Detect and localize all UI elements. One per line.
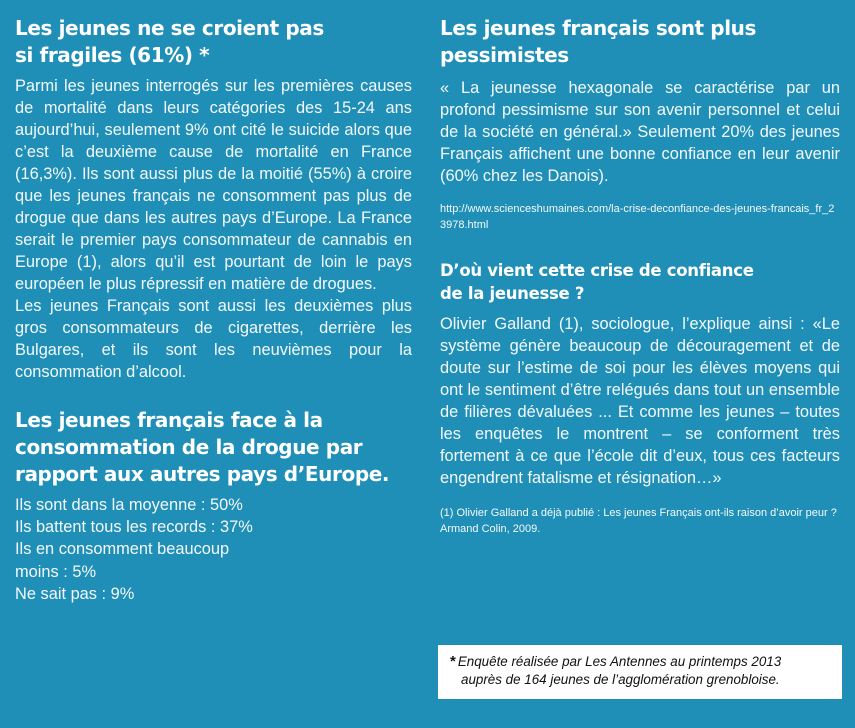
stat-item: Ne sait pas : 9% xyxy=(15,584,135,603)
paragraph-galland: Olivier Galland (1), sociologue, l’explique ainsi : «Le système génère beaucoup de découragement et de doute sur l’estime de soi pour les élèves moyens qui ont le sentiment d’être relégués dans tout un ensemble de filières dévaluées ... Et comme les jeunes – toutes les enquêtes le montrent – se conforment très fortement à ce que l’école dit d’eux, tous ces facteurs engendrent fatalisme et résignation…» xyxy=(440,315,840,487)
section-title-pessimistes xyxy=(440,15,840,69)
title-line: rapport aux autres pays d’Europe. xyxy=(15,462,390,486)
title-line: Les jeunes français face à la xyxy=(15,408,323,432)
note-line: auprès de 164 jeunes de l’agglomération grenobloise. xyxy=(461,672,780,687)
paragraph-mortalite: Parmi les jeunes interrogés sur les premières causes de mortalité dans leurs catégories des 15-24 ans aujourd’hui, seulement 9% ont cité le suicide alors que c’est la deuxième cause de mortalité en France (16,3%). Ils sont aussi plus de la moitié (55%) à croire que les jeunes français ne consomment pas plus de drogue que dans les autres pays d’Europe. La France serait le premier pays consommateur de cannabis en Europe (1), alors qu’il est pourtant de loin le pays européen le plus répressif en matière de drogues. xyxy=(15,77,412,293)
stat-item: moins : 5% xyxy=(15,562,97,581)
section-title-crise xyxy=(440,259,840,305)
right-column xyxy=(440,0,840,537)
title-line: Les jeunes français sont plus xyxy=(440,16,756,40)
section-title-fragiles xyxy=(15,15,412,69)
title-line: de la jeunesse ? xyxy=(440,284,585,303)
title-line: consommation de la drogue par xyxy=(15,435,363,459)
footnote: (1) Olivier Galland a déjà publié : Les jeunes Français ont-ils raison d’avoir peur ? Armand Colin, 2009. xyxy=(440,507,837,535)
survey-note-box xyxy=(438,645,842,699)
paragraph-cigarettes: Les jeunes Français sont aussi les deuxièmes plus gros consommateurs de cigarettes, derrière les Bulgares, et ils sont les neuvièmes pour la consommation d’alcool. xyxy=(15,297,412,381)
stat-item: Ils sont dans la moyenne : 50% xyxy=(15,496,243,514)
section-title-drogue xyxy=(15,407,412,488)
source-url: http://www.scienceshumaines.com/la-crise-deconfiance-des-jeunes-francais_fr_23978.html xyxy=(440,203,835,231)
title-line: D’où vient cette crise de confiance xyxy=(440,261,754,280)
stats-list xyxy=(15,494,412,605)
note-line: Enquête réalisée par Les Antennes au printemps 2013 xyxy=(457,654,782,669)
title-line: pessimistes xyxy=(440,43,569,67)
stat-item: Ils en consomment beaucoup xyxy=(15,540,230,559)
asterisk: * xyxy=(450,653,456,670)
left-column xyxy=(15,0,412,605)
title-line: si fragiles (61%) * xyxy=(15,43,210,67)
stat-item: Ils battent tous les records : 37% xyxy=(15,518,253,537)
paragraph-pessimisme: « La jeunesse hexagonale se caractérise par un profond pessimisme sur son avenir personnel et celui de la société en général.» Seulement 20% des jeunes Français affichent une bonne confiance en leur avenir (60% chez les Danois). xyxy=(440,79,840,185)
title-line: Les jeunes ne se croient pas xyxy=(15,16,324,40)
